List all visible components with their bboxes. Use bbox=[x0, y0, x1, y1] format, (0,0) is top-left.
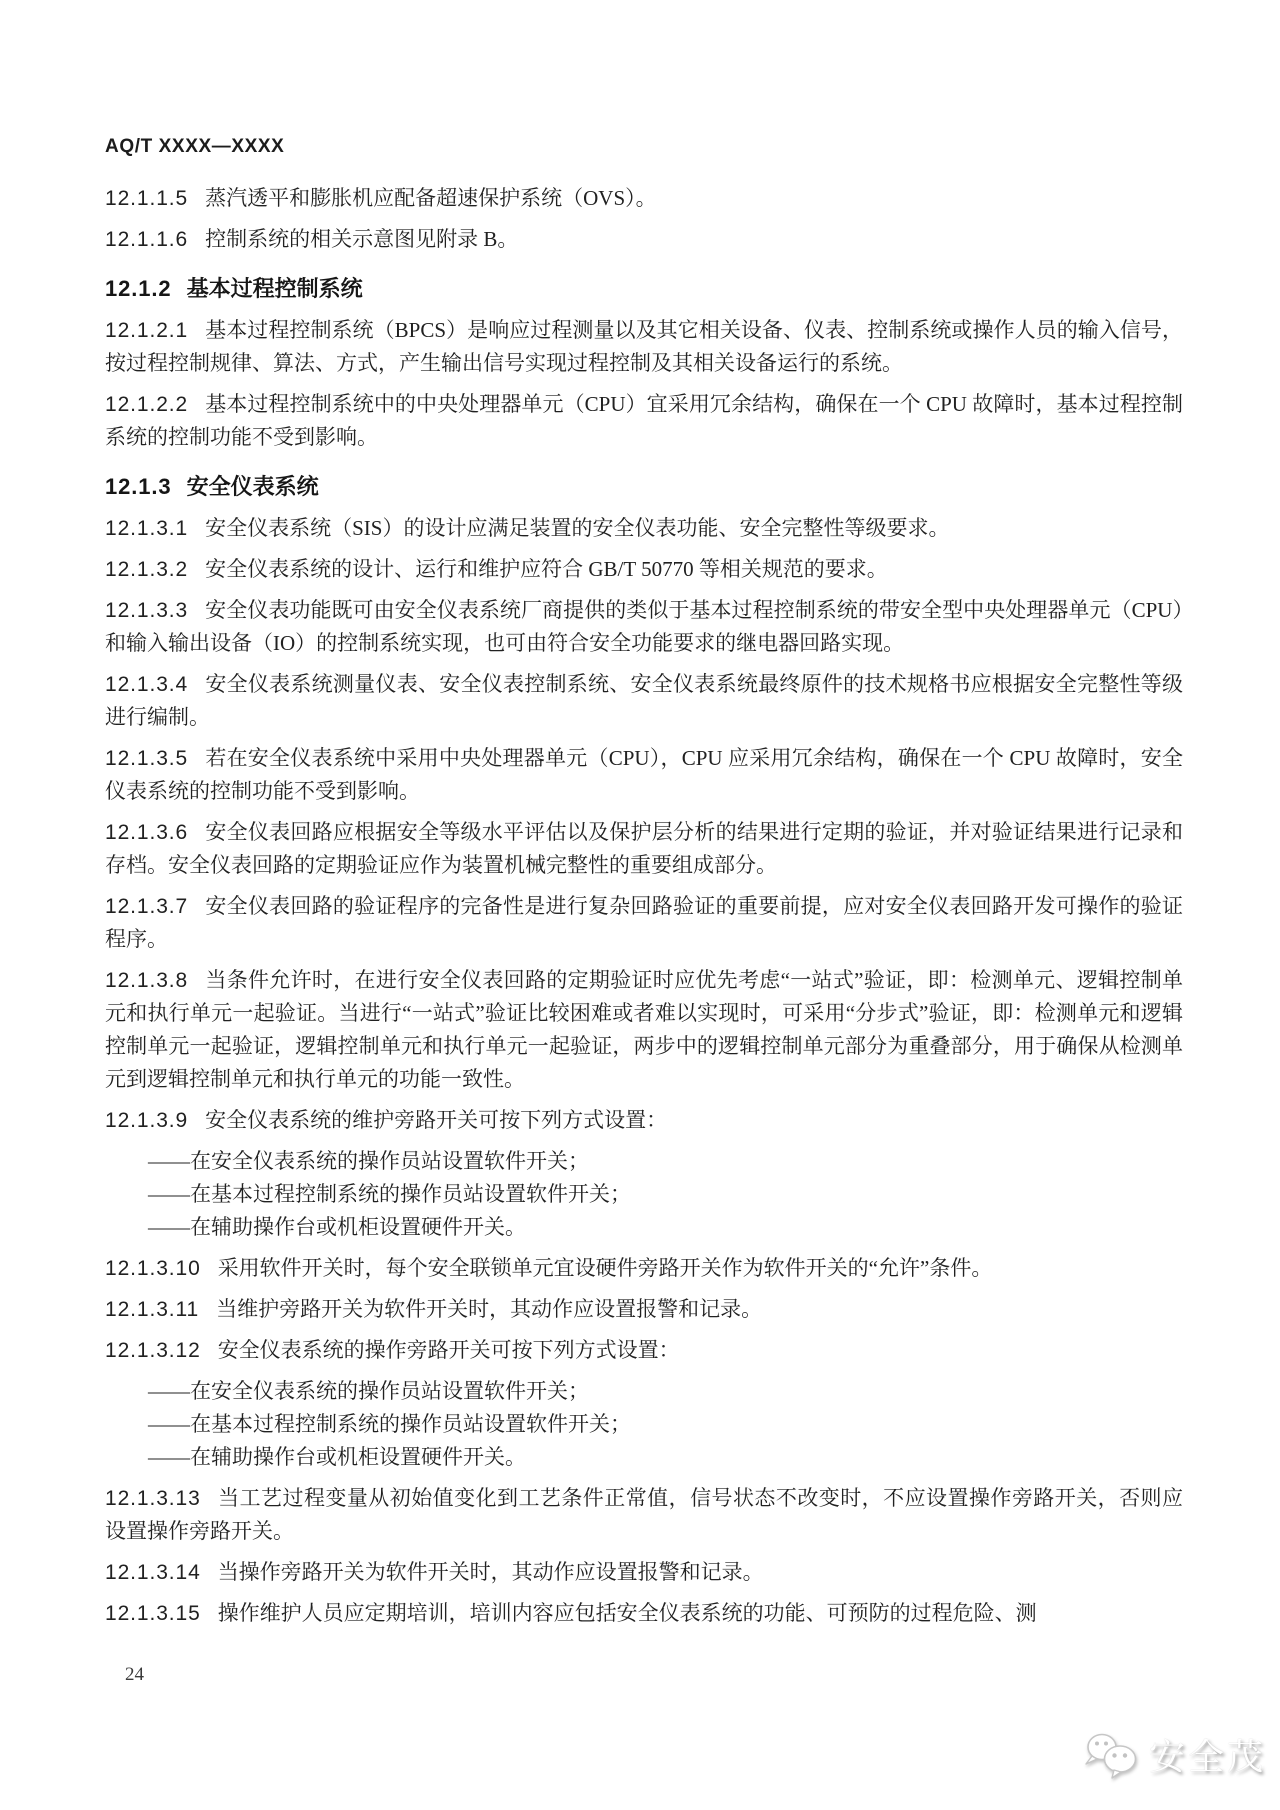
heading-text: 基本过程控制系统 bbox=[186, 276, 363, 301]
clause-text: 安全仪表系统的设计、运行和维护应符合 GB/T 50770 等相关规范的要求。 bbox=[205, 557, 888, 581]
clause-text: 当操作旁路开关为软件开关时，其动作应设置报警和记录。 bbox=[217, 1560, 764, 1584]
clause-number: 12.1.2.1 bbox=[105, 319, 189, 342]
clause-paragraph bbox=[105, 1597, 1183, 1630]
clause-number: 12.1.3.4 bbox=[105, 673, 189, 696]
clause-paragraph bbox=[105, 1293, 1183, 1326]
clause-number: 12.1.3 bbox=[105, 474, 172, 499]
page-number: 24 bbox=[125, 1664, 144, 1685]
clause-text: 安全仪表功能既可由安全仪表系统厂商提供的类似于基本过程控制系统的带安全型中央处理器单元（CPU）和输入输出设备（IO）的控制系统实现，也可由符合安全功能要求的继电器回路实现。 bbox=[105, 598, 1183, 655]
clause-text: 基本过程控制系统（BPCS）是响应过程测量以及其它相关设备、仪表、控制系统或操作人员的输入信号，按过程控制规律、算法、方式，产生输出信号实现过程控制及其相关设备运行的系统。 bbox=[105, 318, 1183, 375]
clause-paragraph bbox=[105, 512, 1183, 545]
clause-paragraph bbox=[105, 553, 1183, 586]
clause-paragraph bbox=[105, 816, 1183, 882]
clause-paragraph bbox=[105, 964, 1183, 1096]
heading-text: 安全仪表系统 bbox=[186, 474, 319, 499]
clause-text: 安全仪表系统测量仪表、安全仪表控制系统、安全仪表系统最终原件的技术规格书应根据安全完整性等级进行编制。 bbox=[105, 672, 1183, 729]
document-body bbox=[105, 182, 1183, 1630]
clause-paragraph bbox=[105, 742, 1183, 808]
clause-number: 12.1.3.15 bbox=[105, 1602, 201, 1625]
clause-number: 12.1.1.5 bbox=[105, 187, 189, 210]
clause-paragraph bbox=[105, 1482, 1183, 1548]
clause-paragraph bbox=[105, 1104, 1183, 1137]
clause-text: 安全仪表系统的维护旁路开关可按下列方式设置： bbox=[205, 1108, 668, 1132]
dash-list-item: ——在辅助操作台或机柜设置硬件开关。 bbox=[148, 1445, 526, 1469]
clause-text: 安全仪表系统的操作旁路开关可按下列方式设置： bbox=[217, 1338, 680, 1362]
clause-paragraph bbox=[105, 890, 1183, 956]
clause-number: 12.1.3.14 bbox=[105, 1561, 201, 1584]
clause-number: 12.1.3.10 bbox=[105, 1257, 201, 1280]
dash-list-item: ——在基本过程控制系统的操作员站设置软件开关； bbox=[148, 1412, 631, 1436]
clause-number: 12.1.2.2 bbox=[105, 393, 189, 416]
clause-text: 操作维护人员应定期培训，培训内容应包括安全仪表系统的功能、可预防的过程危险、测 bbox=[217, 1601, 1037, 1625]
clause-paragraph bbox=[105, 1252, 1183, 1285]
clause-paragraph bbox=[105, 314, 1183, 380]
clause-text: 安全仪表系统（SIS）的设计应满足装置的安全仪表功能、安全完整性等级要求。 bbox=[205, 516, 950, 540]
clause-paragraph bbox=[105, 668, 1183, 734]
clause-number: 12.1.3.13 bbox=[105, 1487, 201, 1510]
clause-paragraph bbox=[105, 182, 1183, 215]
clause-number: 12.1.1.6 bbox=[105, 228, 189, 251]
clause-number: 12.1.3.12 bbox=[105, 1339, 201, 1362]
wechat-bubbles-icon bbox=[1083, 1731, 1141, 1779]
clause-paragraph bbox=[105, 388, 1183, 454]
watermark-label: 安全茂 bbox=[1148, 1736, 1266, 1777]
watermark bbox=[1083, 1729, 1266, 1780]
dash-list-item: ——在辅助操作台或机柜设置硬件开关。 bbox=[148, 1215, 526, 1239]
clause-number: 12.1.3.3 bbox=[105, 599, 189, 622]
clause-paragraph bbox=[105, 594, 1183, 660]
dash-list-item: ——在基本过程控制系统的操作员站设置软件开关； bbox=[148, 1182, 631, 1206]
section-heading bbox=[105, 474, 1183, 500]
clause-number: 12.1.3.6 bbox=[105, 821, 189, 844]
clause-paragraph bbox=[105, 1334, 1183, 1367]
clause-number: 12.1.2 bbox=[105, 276, 172, 301]
document-content bbox=[105, 136, 1183, 1638]
section-heading bbox=[105, 276, 1183, 302]
clause-number: 12.1.3.5 bbox=[105, 747, 189, 770]
clause-number: 12.1.3.2 bbox=[105, 558, 189, 581]
clause-number: 12.1.3.1 bbox=[105, 517, 189, 540]
standard-number-header: AQ/T XXXX—XXXX bbox=[105, 136, 285, 157]
clause-paragraph bbox=[105, 223, 1183, 256]
clause-number: 12.1.3.9 bbox=[105, 1109, 189, 1132]
dash-list-item: ——在安全仪表系统的操作员站设置软件开关； bbox=[148, 1379, 589, 1403]
clause-number: 12.1.3.11 bbox=[105, 1298, 200, 1321]
clause-text: 当工艺过程变量从初始值变化到工艺条件正常值，信号状态不改变时，不应设置操作旁路开关，否则应设置操作旁路开关。 bbox=[105, 1486, 1183, 1543]
clause-text: 蒸汽透平和膨胀机应配备超速保护系统（OVS）。 bbox=[205, 186, 657, 210]
clause-text: 采用软件开关时，每个安全联锁单元宜设硬件旁路开关作为软件开关的“允许”条件。 bbox=[217, 1256, 993, 1280]
clause-text: 若在安全仪表系统中采用中央处理器单元（CPU），CPU 应采用冗余结构，确保在一个 CPU 故障时，安全仪表系统的控制功能不受到影响。 bbox=[105, 746, 1183, 803]
dash-list-item: ——在安全仪表系统的操作员站设置软件开关； bbox=[148, 1149, 589, 1173]
clause-text: 基本过程控制系统中的中央处理器单元（CPU）宜采用冗余结构，确保在一个 CPU 故障时，基本过程控制系统的控制功能不受到影响。 bbox=[105, 392, 1183, 449]
clause-number: 12.1.3.8 bbox=[105, 969, 189, 992]
clause-text: 当维护旁路开关为软件开关时，其动作应设置报警和记录。 bbox=[216, 1297, 763, 1321]
clause-number: 12.1.3.7 bbox=[105, 895, 189, 918]
clause-text: 安全仪表回路应根据安全等级水平评估以及保护层分析的结果进行定期的验证，并对验证结果进行记录和存档。安全仪表回路的定期验证应作为装置机械完整性的重要组成部分。 bbox=[105, 820, 1183, 877]
clause-text: 控制系统的相关示意图见附录 B。 bbox=[205, 227, 519, 251]
clause-paragraph bbox=[105, 1556, 1183, 1589]
clause-text: 当条件允许时，在进行安全仪表回路的定期验证时应优先考虑“一站式”验证，即：检测单元、逻辑控制单元和执行单元一起验证。当进行“一站式”验证比较困难或者难以实现时，可采用“分步式”验证，即：检测单元和逻辑控制单元一起验证，逻辑控制单元和执行单元一起验证，两步中的逻辑控制单元部分为重叠部分，用于确保从检测单元到逻辑控制单元和执行单元的功能一致性。 bbox=[105, 968, 1183, 1091]
clause-text: 安全仪表回路的验证程序的完备性是进行复杂回路验证的重要前提，应对安全仪表回路开发可操作的验证程序。 bbox=[105, 894, 1183, 951]
